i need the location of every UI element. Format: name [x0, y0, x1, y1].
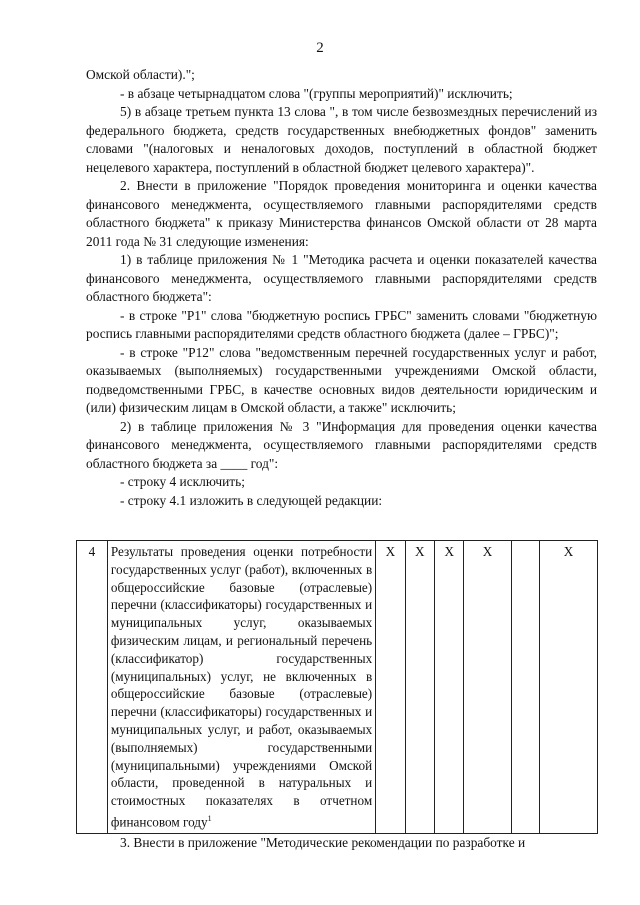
description-cell [107, 541, 375, 834]
description-text: Результаты проведения оценки потребности государственных услуг (работ), включенных в общероссийские базовые (отраслевые) перечни (классификаторы) государственных и муниципальных услуг, оказываемых физическим лицам, и региональный перечень (классификатор) государственных (муниципальных) услуг, не включенных в общероссийские базовые (отраслевые) перечни (классификаторы) государственных и муниципальных услуг, и работ, оказываемых (выполняемых) государственными (муниципальными) учреждениями Омской области, проведенной в натуральных и стоимостных показателях в отчетном финансовом году [110, 544, 373, 830]
paragraph: - в строке "Р12" слова "ведомственным перечней государственных услуг и работ, оказываемых (выполняемых) государственными учреждениями Омской области, подведомственными ГРБС, в качестве основных видов деятельности юридическим и (или) физическим лицам в Омской области, а также" исключить; [86, 344, 597, 415]
paragraph: 1) в таблице приложения № 1 "Методика расчета и оценки показателей качества финансового менеджмента, осуществляемого главными распорядителями средств областного бюджета": [86, 252, 597, 304]
document-body [86, 66, 597, 510]
paragraph: - в абзаце четырнадцатом слова "(группы мероприятий)" исключить; [120, 85, 513, 101]
mark-cell: X [405, 541, 434, 834]
paragraph-continued: 3. Внести в приложение "Методические рекомендации по разработке и [120, 835, 526, 850]
mark-cell: X [540, 541, 598, 834]
table-row [77, 541, 598, 834]
mark-cell: X [376, 541, 405, 834]
row-number-cell: 4 [77, 541, 108, 834]
table [76, 540, 598, 834]
paragraph: - в строке "Р1" слова "бюджетную роспись ГРБС" заменить словами "бюджетную роспись главными распорядителями средств областного бюджета (далее – ГРБС)"; [86, 307, 597, 341]
footnote-mark: 1 [207, 813, 212, 823]
page-number: 2 [316, 40, 324, 56]
paragraph: 2. Внести в приложение "Порядок проведения мониторинга и оценки качества финансового менеджмента, осуществляемого главными распорядителями средств областного бюджета" к приказу Министерства финансов Омской области от 28 марта 2011 года № 31 следующие изменения: [86, 178, 597, 249]
mark-cell [511, 541, 539, 834]
amendment-table [76, 540, 598, 830]
paragraph: Омской области)."; [86, 67, 195, 82]
paragraph: - строку 4.1 изложить в следующей редакции: [120, 492, 383, 508]
paragraph: - строку 4 исключить; [120, 474, 245, 489]
paragraph: 2) в таблице приложения № 3 "Информация для проведения оценки качества финансового менеджмента, осуществляемого главными распорядителями средств областного бюджета за ____ год": [86, 418, 597, 471]
paragraph: 5) в абзаце третьем пункта 13 слова ", в том числе безвозмездных перечислений из федерального бюджета, средств государственных внебюджетных фондов" заменить словами "(налоговых и неналоговых доходов, поступлений в областной бюджет нецелевого характера, поступлений в областной бюджет целевого характера)". [86, 104, 597, 175]
mark-cell: X [464, 541, 511, 834]
mark-cell: X [435, 541, 464, 834]
